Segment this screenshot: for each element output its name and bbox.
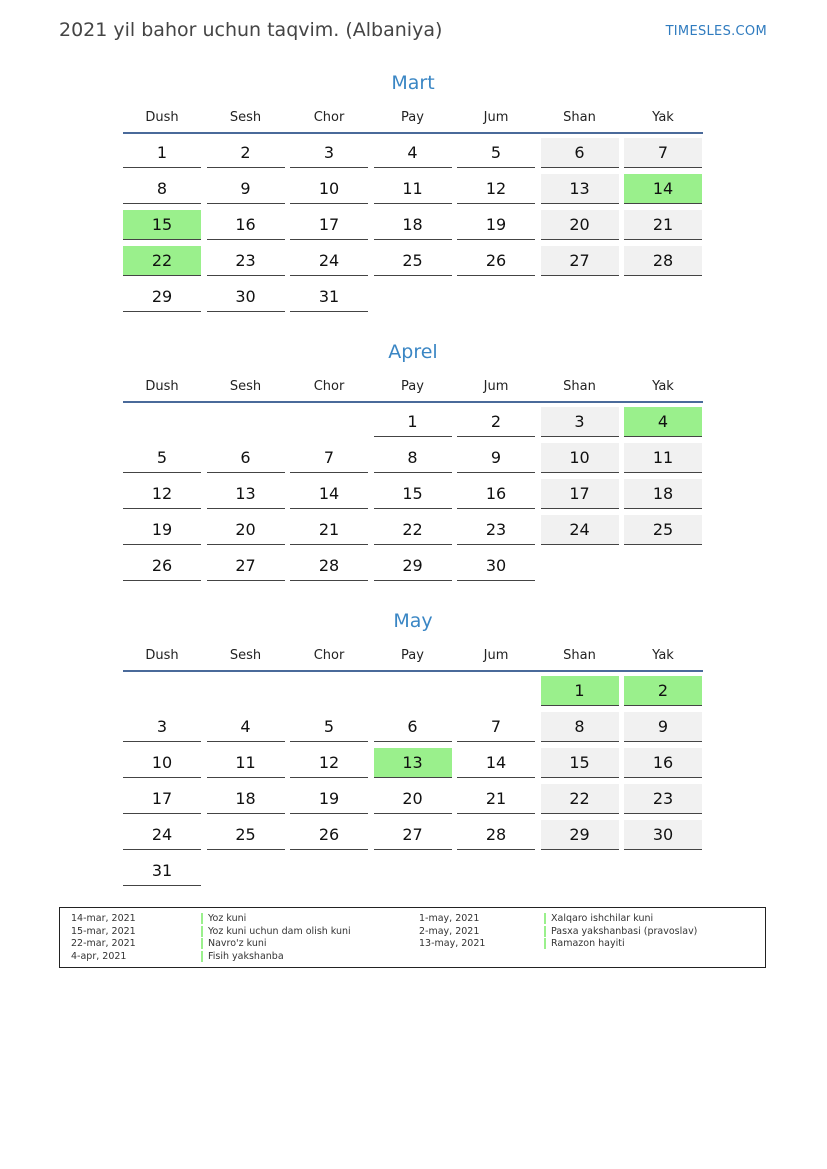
day-cell: 1 xyxy=(374,407,452,437)
day-cell: 30 xyxy=(457,551,535,581)
legend-entry xyxy=(201,926,351,939)
month-aprel xyxy=(123,339,703,587)
day-cell: 31 xyxy=(290,282,368,312)
day-cell: 5 xyxy=(290,712,368,742)
day-cell: 27 xyxy=(207,551,285,581)
day-cell: 26 xyxy=(290,820,368,850)
day-cell: 20 xyxy=(374,784,452,814)
legend-entry xyxy=(71,913,136,926)
holiday-day-cell: 1 xyxy=(541,676,619,706)
holiday-day-cell: 4 xyxy=(624,407,702,437)
legend-date: 13-may, 2021 xyxy=(419,938,486,950)
month-may xyxy=(123,608,703,892)
day-cell: 3 xyxy=(541,407,619,437)
holiday-day-cell: 13 xyxy=(374,748,452,778)
day-cell: 21 xyxy=(290,515,368,545)
day-cell: 13 xyxy=(541,174,619,204)
weekday-label: Jum xyxy=(483,379,509,394)
legend-entry xyxy=(71,951,136,964)
day-cell: 12 xyxy=(457,174,535,204)
day-cell: 20 xyxy=(207,515,285,545)
weekday-label: Sesh xyxy=(229,379,262,394)
legend-entry xyxy=(544,938,697,951)
legend-holiday-name: Fisih yakshanba xyxy=(201,951,284,962)
day-cell: 12 xyxy=(290,748,368,778)
weekday-header xyxy=(123,371,703,403)
holiday-legend xyxy=(59,907,766,968)
day-cell: 28 xyxy=(624,246,702,276)
day-cell: 14 xyxy=(290,479,368,509)
day-cell: 9 xyxy=(457,443,535,473)
legend-date: 1-may, 2021 xyxy=(419,913,480,924)
day-cell: 16 xyxy=(457,479,535,509)
day-cell: 2 xyxy=(207,138,285,168)
day-cell: 24 xyxy=(541,515,619,545)
day-cell: 17 xyxy=(290,210,368,240)
holiday-day-cell: 22 xyxy=(123,246,201,276)
day-cell: 18 xyxy=(624,479,702,509)
day-cell: 23 xyxy=(457,515,535,545)
day-cell: 24 xyxy=(290,246,368,276)
day-cell: 11 xyxy=(207,748,285,778)
weekday-label: Pay xyxy=(401,110,424,125)
day-cell: 8 xyxy=(123,174,201,204)
day-cell: 14 xyxy=(457,748,535,778)
legend-date: 15-mar, 2021 xyxy=(71,925,136,937)
weekday-label: Yak xyxy=(652,379,674,394)
day-cell: 7 xyxy=(290,443,368,473)
day-cell: 23 xyxy=(207,246,285,276)
weekday-label: Yak xyxy=(652,648,674,663)
month-title: Mart xyxy=(391,72,435,94)
day-cell: 6 xyxy=(374,712,452,742)
day-cell: 27 xyxy=(374,820,452,850)
day-cell: 12 xyxy=(123,479,201,509)
day-cell: 24 xyxy=(123,820,201,850)
day-cell: 10 xyxy=(541,443,619,473)
legend-holiday-name: Yoz kuni xyxy=(201,913,246,924)
page-title: 2021 yil bahor uchun taqvim. (Albaniya) xyxy=(59,19,443,41)
legend-entry xyxy=(201,913,351,926)
legend-holiday-name: Xalqaro ishchilar kuni xyxy=(544,913,653,924)
day-cell: 22 xyxy=(374,515,452,545)
legend-entry xyxy=(71,938,136,951)
day-cell: 17 xyxy=(541,479,619,509)
holiday-day-cell: 15 xyxy=(123,210,201,240)
day-cell: 13 xyxy=(207,479,285,509)
month-mart xyxy=(123,70,703,318)
day-cell: 25 xyxy=(624,515,702,545)
weekday-label: Dush xyxy=(145,110,179,125)
legend-right-dates xyxy=(419,913,485,951)
weekday-label: Jum xyxy=(483,110,509,125)
day-cell: 28 xyxy=(457,820,535,850)
day-cell: 11 xyxy=(374,174,452,204)
day-cell: 3 xyxy=(123,712,201,742)
day-cell: 5 xyxy=(123,443,201,473)
day-cell: 8 xyxy=(374,443,452,473)
day-cell: 15 xyxy=(374,479,452,509)
legend-entry xyxy=(544,913,697,926)
day-cell: 6 xyxy=(207,443,285,473)
day-cell: 29 xyxy=(374,551,452,581)
weekday-label: Yak xyxy=(652,110,674,125)
legend-left-dates xyxy=(71,913,136,964)
day-cell: 9 xyxy=(624,712,702,742)
legend-date: 14-mar, 2021 xyxy=(71,913,136,924)
legend-entry xyxy=(201,951,351,964)
day-cell: 30 xyxy=(207,282,285,312)
day-cell: 16 xyxy=(207,210,285,240)
day-cell: 21 xyxy=(624,210,702,240)
day-cell: 19 xyxy=(123,515,201,545)
day-cell: 21 xyxy=(457,784,535,814)
legend-date: 4-apr, 2021 xyxy=(71,951,127,963)
month-title: Aprel xyxy=(388,341,438,363)
day-cell: 31 xyxy=(123,856,201,886)
day-cell: 1 xyxy=(123,138,201,168)
day-cell: 26 xyxy=(123,551,201,581)
month-title: May xyxy=(393,610,433,632)
day-cell: 3 xyxy=(290,138,368,168)
day-grid xyxy=(123,138,703,318)
day-cell: 28 xyxy=(290,551,368,581)
weekday-label: Shan xyxy=(563,648,596,663)
weekday-label: Chor xyxy=(313,110,345,125)
holiday-day-cell: 14 xyxy=(624,174,702,204)
legend-holiday-name: Ramazon hayiti xyxy=(544,938,625,949)
day-cell: 19 xyxy=(290,784,368,814)
day-cell: 20 xyxy=(541,210,619,240)
day-cell: 27 xyxy=(541,246,619,276)
day-cell: 7 xyxy=(457,712,535,742)
day-cell: 18 xyxy=(207,784,285,814)
day-cell: 30 xyxy=(624,820,702,850)
day-cell: 10 xyxy=(123,748,201,778)
day-cell: 26 xyxy=(457,246,535,276)
legend-entry xyxy=(419,913,485,926)
weekday-label: Shan xyxy=(563,379,596,394)
day-cell: 15 xyxy=(541,748,619,778)
day-cell: 10 xyxy=(290,174,368,204)
day-cell: 9 xyxy=(207,174,285,204)
weekday-label: Sesh xyxy=(229,110,262,125)
weekday-label: Chor xyxy=(313,379,345,394)
legend-right-names xyxy=(544,913,697,951)
legend-entry xyxy=(419,938,485,951)
legend-entry xyxy=(544,926,697,939)
holiday-day-cell: 2 xyxy=(624,676,702,706)
legend-left-names xyxy=(201,913,351,964)
legend-holiday-name: Pasxa yakshanbasi (pravoslav) xyxy=(544,926,697,937)
day-cell: 22 xyxy=(541,784,619,814)
day-cell: 18 xyxy=(374,210,452,240)
day-cell: 11 xyxy=(624,443,702,473)
day-grid xyxy=(123,676,703,892)
day-cell: 4 xyxy=(207,712,285,742)
day-cell: 4 xyxy=(374,138,452,168)
weekday-label: Chor xyxy=(313,648,345,663)
weekday-label: Pay xyxy=(401,379,424,394)
weekday-label: Jum xyxy=(483,648,509,663)
day-grid xyxy=(123,407,703,587)
site-link[interactable]: TIMESLES.COM xyxy=(665,24,767,39)
weekday-header xyxy=(123,102,703,134)
legend-entry xyxy=(419,926,485,939)
day-cell: 17 xyxy=(123,784,201,814)
day-cell: 16 xyxy=(624,748,702,778)
day-cell: 23 xyxy=(624,784,702,814)
legend-holiday-name: Yoz kuni uchun dam olish kuni xyxy=(201,926,351,937)
legend-entry xyxy=(201,938,351,951)
day-cell: 5 xyxy=(457,138,535,168)
weekday-label: Sesh xyxy=(229,648,262,663)
day-cell: 2 xyxy=(457,407,535,437)
legend-date: 2-may, 2021 xyxy=(419,925,480,937)
day-cell: 25 xyxy=(374,246,452,276)
day-cell: 25 xyxy=(207,820,285,850)
legend-entry xyxy=(71,926,136,939)
day-cell: 29 xyxy=(123,282,201,312)
legend-date: 22-mar, 2021 xyxy=(71,938,136,950)
weekday-label: Shan xyxy=(563,110,596,125)
weekday-header xyxy=(123,640,703,672)
weekday-label: Dush xyxy=(145,379,179,394)
weekday-label: Pay xyxy=(401,648,424,663)
weekday-label: Dush xyxy=(145,648,179,663)
day-cell: 29 xyxy=(541,820,619,850)
day-cell: 7 xyxy=(624,138,702,168)
day-cell: 19 xyxy=(457,210,535,240)
day-cell: 6 xyxy=(541,138,619,168)
day-cell: 8 xyxy=(541,712,619,742)
legend-holiday-name: Navro'z kuni xyxy=(201,938,267,949)
